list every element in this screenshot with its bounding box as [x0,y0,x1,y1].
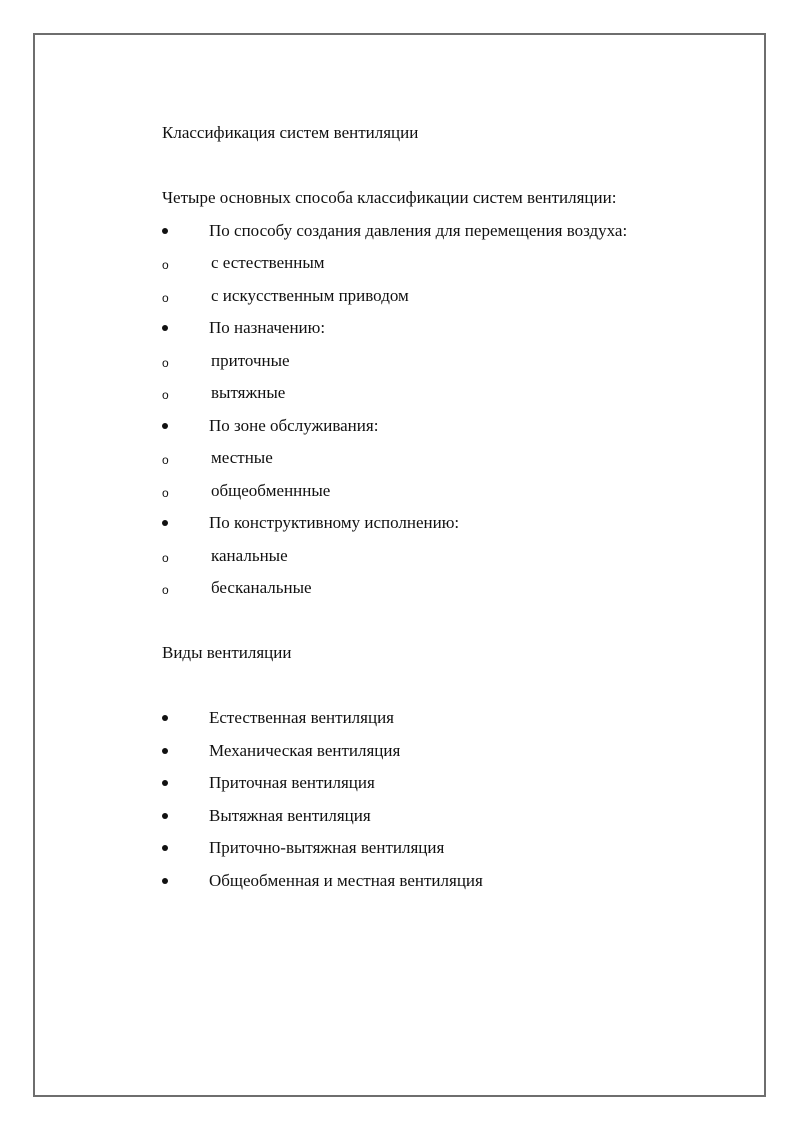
classification-label: По зоне обслуживания: [209,415,379,435]
classification-item-pressure [162,215,722,248]
classification-subitem [162,540,722,573]
type-item [162,832,722,865]
bullet-icon [162,767,168,800]
circle-bullet-icon: o [162,550,169,565]
bullet-icon [162,735,168,768]
blank-line [162,670,722,703]
type-label: Общеобменная и местная вентиляция [209,870,483,890]
circle-bullet-icon: o [162,258,169,272]
type-item [162,865,722,898]
classification-label: По конструктивному исполнению: [209,513,460,532]
bullet-icon [162,410,168,443]
type-item [162,735,722,768]
classification-subitem [162,280,722,313]
classification-subitem [162,572,722,605]
type-item [162,800,722,833]
circle-bullet-icon: o [162,453,169,467]
classification-item-purpose [162,312,722,345]
classification-label: По способу создания давления для перемещения воздуха: [209,220,628,240]
type-label: Приточно-вытяжная вентиляция [209,838,445,857]
classification-subitem [162,345,722,378]
subitem-label: с искусственным приводом [211,285,409,305]
bullet-icon [162,312,168,345]
bullet-icon [162,215,168,248]
circle-bullet-icon: o [162,485,169,500]
bullet-icon [162,832,168,865]
subitem-label: местные [211,448,273,467]
types-heading: Виды вентиляции [162,643,292,662]
types-list [162,702,722,897]
circle-bullet-icon: o [162,355,169,370]
bullet-icon [162,800,168,833]
document-body [162,117,722,897]
classification-subitem [162,442,722,475]
type-label: Механическая вентиляция [209,740,401,760]
classification-subitem [162,475,722,508]
type-label: Естественная вентиляция [209,708,394,727]
circle-bullet-icon: o [162,388,169,402]
classification-label: По назначению: [209,318,326,337]
blank-line [162,150,722,183]
classification-item-construction [162,507,722,540]
bullet-icon [162,865,168,898]
blank-line [162,605,722,638]
type-item [162,767,722,800]
circle-bullet-icon: o [162,290,169,305]
document-title: Классификация систем вентиляции [162,123,419,142]
subitem-label: общеобменнные [211,480,331,500]
type-label: Вытяжная вентиляция [209,805,371,825]
subitem-label: бесканальные [211,578,312,597]
classification-list [162,215,722,605]
bullet-icon [162,702,168,735]
type-item [162,702,722,735]
bullet-icon [162,507,168,540]
classification-subitem [162,247,722,280]
classification-item-zone [162,410,722,443]
circle-bullet-icon: o [162,583,169,597]
subitem-label: вытяжные [211,383,286,402]
intro-paragraph: Четыре основных способа классификации систем вентиляции: [162,188,617,207]
classification-subitem [162,377,722,410]
subitem-label: приточные [211,350,290,370]
subitem-label: канальные [211,545,288,565]
type-label: Приточная вентиляция [209,773,375,792]
subitem-label: с естественным [211,253,325,272]
